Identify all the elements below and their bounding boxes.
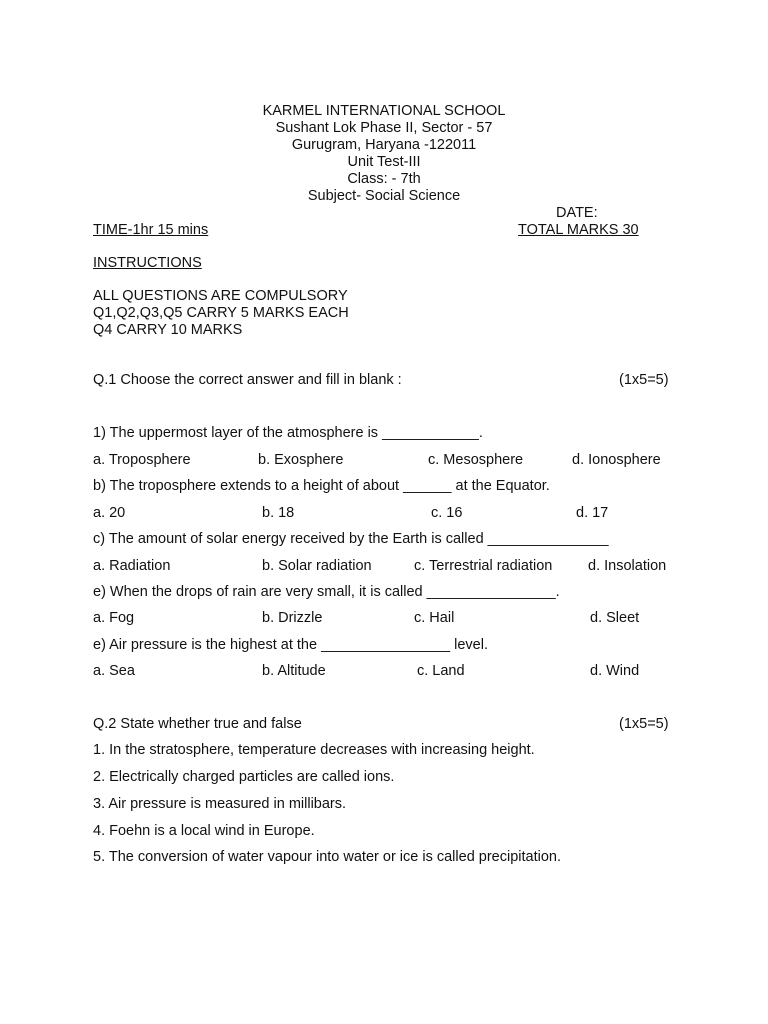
q1-option: d. Sleet	[590, 610, 640, 626]
school-address-line1: Sushant Lok Phase II, Sector - 57	[275, 120, 493, 136]
q1-option: d. Wind	[590, 663, 640, 679]
q1-option: b. Drizzle	[262, 610, 323, 626]
class-line: Class: - 7th	[347, 171, 421, 187]
q1-option: c. Mesosphere	[428, 452, 524, 468]
q1-option: c. Land	[417, 663, 465, 679]
q1-option: c. Hail	[414, 610, 455, 626]
q1-option: a. 20	[93, 505, 126, 521]
q1-option: a. Fog	[93, 610, 135, 626]
q2-statement: 3. Air pressure is measured in millibars.	[93, 796, 347, 812]
q2-statement: 2. Electrically charged particles are called ions.	[93, 769, 395, 785]
test-name: Unit Test-III	[347, 154, 421, 170]
q1-marks: (1x5=5)	[619, 372, 669, 388]
instruction-line: Q1,Q2,Q3,Q5 CARRY 5 MARKS EACH	[93, 305, 349, 321]
q1-option: c. 16	[431, 505, 463, 521]
q1-option: b. Exosphere	[258, 452, 344, 468]
q1-item-stem: e) When the drops of rain are very small, it is called ________________.	[93, 584, 560, 600]
q1-item-stem: b) The troposphere extends to a height of about ______ at the Equator.	[93, 478, 550, 494]
q2-statement: 1. In the stratosphere, temperature decreases with increasing height.	[93, 742, 535, 758]
q2-title: Q.2 State whether true and false	[93, 716, 302, 732]
q1-item-stem: e) Air pressure is the highest at the ________________ level.	[93, 637, 488, 653]
total-marks-label: TOTAL MARKS 30	[518, 222, 639, 238]
q1-title: Q.1 Choose the correct answer and fill in blank :	[93, 372, 402, 388]
school-name: KARMEL INTERNATIONAL SCHOOL	[262, 103, 506, 119]
q2-statement: 5. The conversion of water vapour into water or ice is called precipitation.	[93, 849, 562, 865]
q1-option: d. Ionosphere	[572, 452, 661, 468]
q1-option: b. Solar radiation	[262, 558, 372, 574]
time-label: TIME-1hr 15 mins	[93, 222, 209, 238]
q1-option: b. Altitude	[262, 663, 326, 679]
date-label: DATE:	[556, 205, 598, 221]
subject-line: Subject- Social Science	[307, 188, 461, 204]
q1-option: a. Radiation	[93, 558, 171, 574]
q1-option: d. 17	[576, 505, 609, 521]
q1-option: d. Insolation	[588, 558, 667, 574]
q1-option: a. Sea	[93, 663, 135, 679]
school-address-line2: Gurugram, Haryana -122011	[291, 137, 477, 153]
q2-marks: (1x5=5)	[619, 716, 669, 732]
q1-option: c. Terrestrial radiation	[414, 558, 553, 574]
instructions-heading: INSTRUCTIONS	[93, 255, 202, 271]
instruction-line: ALL QUESTIONS ARE COMPULSORY	[93, 288, 348, 304]
q1-option: a. Troposphere	[93, 452, 191, 468]
q1-item-stem: c) The amount of solar energy received by the Earth is called _______________	[93, 531, 609, 547]
q1-item-stem: 1) The uppermost layer of the atmosphere is ____________.	[93, 425, 483, 441]
q1-option: b. 18	[262, 505, 295, 521]
q2-statement: 4. Foehn is a local wind in Europe.	[93, 823, 315, 839]
instruction-line: Q4 CARRY 10 MARKS	[93, 322, 243, 338]
